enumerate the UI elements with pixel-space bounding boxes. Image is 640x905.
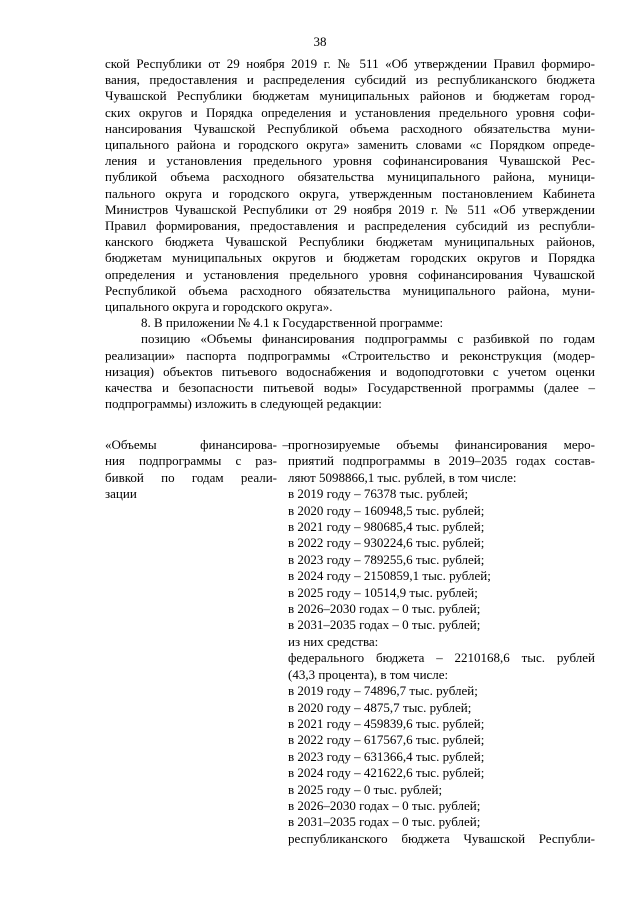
text-line: в 2023 году – 631366,4 тыс. рублей;: [288, 748, 485, 764]
text-line: ципального района и городского округа» заменить словами «с Порядком опреде-: [105, 137, 595, 153]
text-line: бюджетам муниципальных округов и бюджетам городских округов и Порядка: [105, 250, 595, 266]
text-line: в 2019 году – 74896,7 тыс. рублей;: [288, 683, 478, 699]
text-line: прогнозируемые объемы финансирования меро-: [288, 437, 595, 452]
text-line: ципального округа и городского округа».: [105, 299, 333, 315]
table-right-cell: [288, 437, 595, 847]
text-line: в 2026–2030 годах – 0 тыс. рублей;: [288, 797, 481, 813]
text-line: в 2019 году – 76378 тыс. рублей;: [288, 486, 469, 502]
page-number: 38: [313, 34, 327, 49]
text-line: ляют 5098866,1 тыс. рублей, в том числе:: [288, 469, 517, 485]
text-line: в 2031–2035 годах – 0 тыс. рублей;: [288, 617, 481, 633]
document-body: [105, 56, 595, 412]
text-line: ния подпрограммы с раз-: [105, 453, 277, 469]
text-line: в 2020 году – 160948,5 тыс. рублей;: [288, 502, 485, 518]
text-line: в 2020 году – 4875,7 тыс. рублей;: [288, 699, 472, 715]
text-line: в 2024 году – 2150859,1 тыс. рублей;: [288, 568, 491, 584]
text-line: ской Республики от 29 ноября 2019 г. № 511 «Об утверждении Правил формиро-: [105, 56, 595, 71]
text-line: канского бюджета Чувашской Республики бюджетам муниципальных районов,: [105, 234, 595, 250]
text-line: публикой объема расходного обязательства муниципального района, муници-: [105, 169, 595, 185]
text-line: в 2023 году – 789255,6 тыс. рублей;: [288, 551, 485, 567]
text-line: федерального бюджета – 2210168,6 тыс. рублей: [288, 650, 595, 666]
text-line: подпрограммы) изложить в следующей редакции:: [105, 396, 382, 412]
text-line: в 2026–2030 годах – 0 тыс. рублей;: [288, 601, 481, 617]
text-line: из них средства:: [288, 633, 379, 649]
text-line: в 2022 году – 617567,6 тыс. рублей;: [288, 732, 485, 748]
text-line: «Объемы финансирова-: [105, 437, 277, 452]
text-line: позицию «Объемы финансирования подпрограммы с разбивкой по годам: [141, 331, 595, 347]
table-dash: –: [282, 437, 289, 452]
text-line: в 2021 году – 980685,4 тыс. рублей;: [288, 519, 485, 535]
text-line: пального округа и городского округа, утвержденным постановлением Кабинета: [105, 185, 595, 201]
text-line: Республикой объема расходного обязательства муниципального района, муни-: [105, 282, 595, 298]
text-line: зации: [105, 486, 137, 502]
text-line: Чувашской Республики бюджетам муниципальных районов и бюджетам город-: [105, 88, 595, 104]
text-line: качества и безопасности питьевой воды» Государственной программы (далее –: [105, 380, 595, 396]
text-line: приятий подпрограммы в 2019–2035 годах состав-: [288, 453, 595, 469]
text-line: вания, предоставления и распределения субсидий из республиканского бюджета: [105, 72, 595, 88]
text-line: в 2025 году – 0 тыс. рублей;: [288, 781, 443, 797]
item-8-heading: [105, 315, 595, 331]
table-left-cell: [105, 437, 277, 503]
text-line: республиканского бюджета Чувашской Республи-: [288, 830, 595, 846]
text-line: низация) объектов питьевого водоснабжения и водоподготовки с учетом оценки: [105, 363, 595, 379]
text-line: Министров Чувашской Республики от 29 ноября 2019 г. № 511 «Об утверждении: [105, 201, 595, 217]
text-line: в 2031–2035 годах – 0 тыс. рублей;: [288, 814, 481, 830]
text-line: реализации» паспорта подпрограммы «Строительство и реконструкция (модер-: [105, 347, 595, 363]
text-line: ских округов и Порядка определения и установления предельного уровня софи-: [105, 104, 595, 120]
text-line: в 2025 году – 10514,9 тыс. рублей;: [288, 584, 478, 600]
text-line: в 2021 году – 459839,6 тыс. рублей;: [288, 715, 485, 731]
text-line: 8. В приложении № 4.1 к Государственной программе:: [141, 315, 444, 331]
paragraph-position-text: [105, 331, 595, 412]
text-line: в 2024 году – 421622,6 тыс. рублей;: [288, 765, 485, 781]
text-line: определения и установления предельного уровня софинансирования Чувашской: [105, 266, 595, 282]
text-line: ления и установления предельного уровня софинансирования Чувашской Рес-: [105, 153, 595, 169]
text-line: Правил формирования, предоставления и распределения субсидий из республи-: [105, 218, 595, 234]
text-line: в 2022 году – 930224,6 тыс. рублей;: [288, 535, 485, 551]
text-line: бивкой по годам реали-: [105, 469, 277, 485]
text-line: (43,3 процента), в том числе:: [288, 666, 449, 682]
paragraph-amendment-text: [105, 56, 595, 315]
text-line: нансирования Чувашской Республикой объема расходного обязательства муни-: [105, 120, 595, 136]
